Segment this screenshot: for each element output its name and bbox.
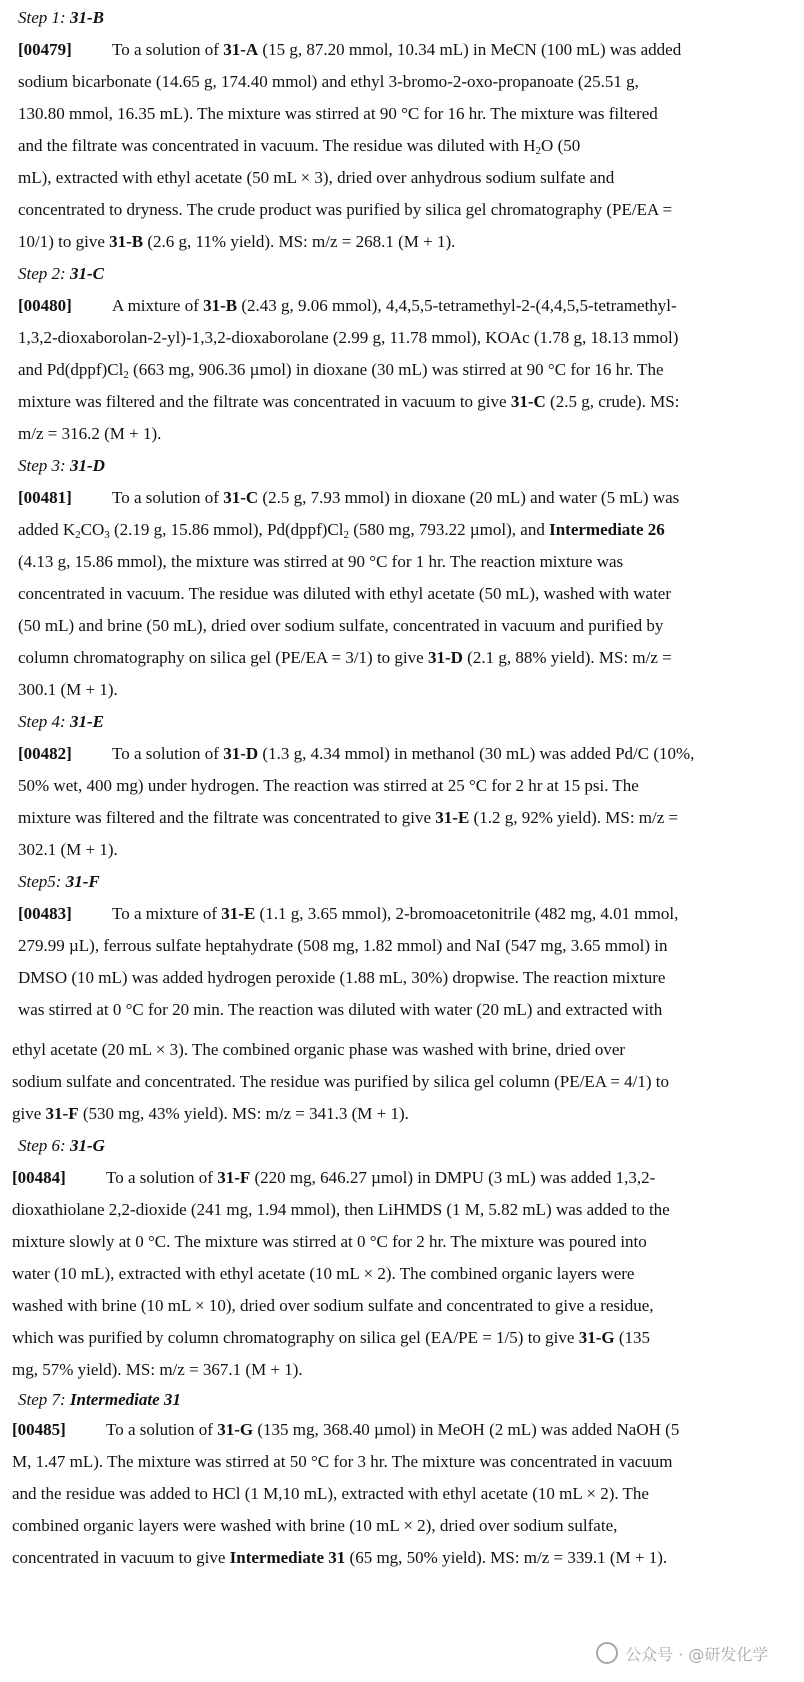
- text-run: give: [12, 1104, 46, 1123]
- paragraph-line: [18, 200, 672, 220]
- compound-label: 31-F: [217, 1168, 251, 1187]
- paragraph-line: [12, 1296, 654, 1316]
- paragraph-line: [18, 616, 663, 636]
- text-run: concentrated in vacuum to give: [12, 1548, 230, 1567]
- text-run: (580 mg, 793.22 µmol), and: [349, 520, 550, 539]
- text-run: (4.13 g, 15.86 mmol), the mixture was stirred at 90 °C for 1 hr. The reaction mixture was: [18, 552, 624, 571]
- compound-label: Intermediate 26: [549, 520, 665, 539]
- wechat-icon: [596, 1642, 618, 1664]
- watermark: [596, 1642, 768, 1665]
- paragraph-line: [12, 1328, 650, 1348]
- compound-label: 31-B: [203, 296, 238, 315]
- text-run: which was purified by column chromatography on silica gel (EA/PE = 1/5) to give: [12, 1328, 579, 1347]
- paragraph-line: [18, 232, 455, 252]
- text-run: To a solution of: [106, 1168, 218, 1187]
- text-run: To a solution of: [112, 488, 224, 507]
- paragraph-line: [18, 680, 118, 700]
- paragraph-line: [12, 1484, 649, 1504]
- paragraph-line: [18, 1000, 662, 1020]
- text-run: 1,3,2-dioxaborolan-2-yl)-1,3,2-dioxaborolane (2.99 g, 11.78 mmol), KOAc (1.78 g, 18.13 mmol): [18, 328, 679, 347]
- compound-label: 31-C: [223, 488, 259, 507]
- compound-label: 31-F: [45, 1104, 79, 1123]
- text-run: column chromatography on silica gel (PE/EA = 3/1) to give: [18, 648, 428, 667]
- text-run: washed with brine (10 mL × 10), dried over sodium sulfate and concentrated to give a residue,: [12, 1296, 654, 1315]
- paragraph-line: [18, 488, 679, 508]
- text-run: ethyl acetate (20 mL × 3). The combined organic phase was washed with brine, dried over: [12, 1040, 626, 1059]
- text-run: (530 mg, 43% yield). MS: m/z = 341.3 (M + 1).: [78, 1104, 409, 1123]
- step-heading: Step 4: 31-E: [18, 712, 104, 731]
- paragraph-number: [00479]: [18, 40, 72, 59]
- paragraph-line: [12, 1040, 625, 1060]
- paragraph-line: [18, 520, 665, 540]
- paragraph-line: [12, 1072, 669, 1092]
- paragraph-number: [00483]: [18, 904, 72, 923]
- text-run: was stirred at 0 °C for 20 min. The reaction was diluted with water (20 mL) and extracted with: [18, 1000, 663, 1019]
- text-run: (135: [614, 1328, 650, 1347]
- compound-label: 31-D: [427, 648, 463, 667]
- text-run: sodium sulfate and concentrated. The residue was purified by silica gel column (PE/EA = 4/1) to: [12, 1072, 669, 1091]
- paragraph-number: [00480]: [18, 296, 72, 315]
- paragraph-line: [18, 328, 678, 348]
- text-run: (1.3 g, 4.34 mmol) in methanol (30 mL) was added Pd/C (10%,: [258, 744, 695, 763]
- text-run: To a mixture of: [112, 904, 222, 923]
- paragraph-line: [18, 296, 677, 316]
- compound-label: 31-G: [578, 1328, 615, 1347]
- text-run: DMSO (10 mL) was added hydrogen peroxide (1.88 mL, 30%) dropwise. The reaction mixture: [18, 968, 666, 987]
- text-run: and the residue was added to HCl (1 M,10 mL), extracted with ethyl acetate (10 mL × 2). The: [12, 1484, 649, 1503]
- text-run: (135 mg, 368.40 µmol) in MeOH (2 mL) was added NaOH (5: [253, 1420, 680, 1439]
- paragraph-line: [12, 1168, 655, 1188]
- text-run: 50% wet, 400 mg) under hydrogen. The reaction was stirred at 25 °C for 2 hr at 15 psi. The: [18, 776, 639, 795]
- paragraph-line: [12, 1548, 667, 1568]
- text-run: 130.80 mmol, 16.35 mL). The mixture was stirred at 90 °C for 16 hr. The mixture was filtered: [18, 104, 658, 123]
- text-run: (1.1 g, 3.65 mmol), 2-bromoacetonitrile (482 mg, 4.01 mmol,: [255, 904, 679, 923]
- text-run: mixture was filtered and the filtrate was concentrated to give: [18, 808, 436, 827]
- paragraph-line: [12, 1420, 679, 1440]
- text-run: 279.99 µL), ferrous sulfate heptahydrate (508 mg, 1.82 mmol) and NaI (547 mg, 3.65 mmol) in: [18, 936, 668, 955]
- text-run: (2.1 g, 88% yield). MS: m/z =: [462, 648, 672, 667]
- text-run: 302.1 (M + 1).: [18, 840, 118, 859]
- text-run: (2.43 g, 9.06 mmol), 4,4,5,5-tetramethyl-2-(4,4,5,5-tetramethyl-: [237, 296, 677, 315]
- watermark-text: 公众号 · @研发化学: [625, 1645, 769, 1664]
- paragraph-line: [18, 648, 672, 668]
- paragraph-line: [18, 40, 681, 60]
- paragraph-line: [18, 744, 694, 764]
- paragraph-number: [00485]: [12, 1420, 66, 1439]
- text-run: (50 mL) and brine (50 mL), dried over sodium sulfate, concentrated in vacuum and purified by: [18, 616, 664, 635]
- text-run: A mixture of: [112, 296, 204, 315]
- text-run: To a solution of: [106, 1420, 218, 1439]
- paragraph-line: [12, 1360, 303, 1380]
- text-run: 3: [104, 529, 110, 541]
- paragraph-line: [18, 808, 678, 828]
- text-run: added K: [18, 520, 76, 539]
- step-heading: Step 1: 31-B: [18, 8, 104, 27]
- step-heading: Step 6: 31-G: [18, 1136, 105, 1155]
- text-run: 300.1 (M + 1).: [18, 680, 118, 699]
- text-run: To a solution of: [112, 40, 224, 59]
- text-run: and the filtrate was concentrated in vacuum. The residue was diluted with H: [18, 136, 536, 155]
- text-run: (220 mg, 646.27 µmol) in DMPU (3 mL) was added 1,3,2-: [250, 1168, 656, 1187]
- step-heading: Step5: 31-F: [18, 872, 100, 891]
- text-run: 2: [123, 369, 129, 381]
- paragraph-number: [00481]: [18, 488, 72, 507]
- paragraph-line: [18, 904, 678, 924]
- paragraph-line: [12, 1452, 673, 1472]
- text-run: To a solution of: [112, 744, 224, 763]
- text-run: M, 1.47 mL). The mixture was stirred at 50 °C for 3 hr. The mixture was concentrated in vacuum: [12, 1452, 673, 1471]
- paragraph-line: [18, 168, 614, 188]
- paragraph-line: [18, 392, 679, 412]
- paragraph-line: [18, 72, 639, 92]
- text-run: concentrated in vacuum. The residue was diluted with ethyl acetate (50 mL), washed with water: [18, 584, 672, 603]
- compound-label: 31-B: [109, 232, 144, 251]
- paragraph-line: [18, 968, 665, 988]
- compound-label: Intermediate 31: [229, 1548, 346, 1567]
- step-heading: Step 7: Intermediate 31: [18, 1390, 181, 1409]
- text-run: (65 mg, 50% yield). MS: m/z = 339.1 (M + 1).: [345, 1548, 668, 1567]
- text-run: mL), extracted with ethyl acetate (50 mL × 3), dried over anhydrous sodium sulfate and: [18, 168, 615, 187]
- text-run: (15 g, 87.20 mmol, 10.34 mL) in MeCN (100 mL) was added: [258, 40, 682, 59]
- paragraph-line: [18, 136, 580, 156]
- paragraph-line: [18, 552, 623, 572]
- text-run: 2: [343, 529, 349, 541]
- paragraph-line: [18, 424, 161, 444]
- text-run: (2.6 g, 11% yield). MS: m/z = 268.1 (M + 1).: [143, 232, 456, 251]
- text-run: concentrated to dryness. The crude product was purified by silica gel chromatography (PE/EA =: [18, 200, 673, 219]
- paragraph-line: [18, 584, 671, 604]
- text-run: (663 mg, 906.36 µmol) in dioxane (30 mL) was stirred at 90 °C for 16 hr. The: [128, 360, 664, 379]
- paragraph-line: [18, 360, 664, 380]
- paragraph-line: [12, 1200, 670, 1220]
- paragraph-number: [00484]: [12, 1168, 66, 1187]
- text-run: CO: [80, 520, 105, 539]
- text-run: 10/1) to give: [18, 232, 110, 251]
- paragraph-line: [18, 776, 639, 796]
- paragraph-line: [18, 840, 118, 860]
- text-run: (2.19 g, 15.86 mmol), Pd(dppf)Cl: [109, 520, 344, 539]
- paragraph-line: [12, 1264, 634, 1284]
- compound-label: 31-E: [435, 808, 470, 827]
- compound-label: 31-C: [510, 392, 546, 411]
- text-run: and Pd(dppf)Cl: [18, 360, 124, 379]
- text-run: sodium bicarbonate (14.65 g, 174.40 mmol) and ethyl 3-bromo-2-oxo-propanoate (25.51 g,: [18, 72, 639, 91]
- text-run: m/z = 316.2 (M + 1).: [18, 424, 162, 443]
- text-run: (2.5 g, 7.93 mmol) in dioxane (20 mL) and water (5 mL) was: [258, 488, 680, 507]
- text-run: combined organic layers were washed with brine (10 mL × 2), dried over sodium sulfate,: [12, 1516, 618, 1535]
- compound-label: 31-A: [223, 40, 259, 59]
- compound-label: 31-D: [223, 744, 259, 763]
- paragraph-line: [18, 104, 658, 124]
- text-run: (1.2 g, 92% yield). MS: m/z =: [469, 808, 679, 827]
- text-run: mg, 57% yield). MS: m/z = 367.1 (M + 1).: [12, 1360, 303, 1379]
- paragraph-line: [12, 1516, 617, 1536]
- compound-label: 31-E: [221, 904, 256, 923]
- text-run: water (10 mL), extracted with ethyl acetate (10 mL × 2). The combined organic layers were: [12, 1264, 635, 1283]
- text-run: mixture slowly at 0 °C. The mixture was stirred at 0 °C for 2 hr. The mixture was poured into: [12, 1232, 647, 1251]
- step-heading: Step 2: 31-C: [18, 264, 104, 283]
- text-run: 2: [535, 145, 542, 157]
- text-run: 2: [75, 529, 81, 541]
- text-run: mixture was filtered and the filtrate was concentrated in vacuum to give: [18, 392, 511, 411]
- text-run: O (50: [541, 136, 581, 155]
- paragraph-number: [00482]: [18, 744, 72, 763]
- paragraph-line: [12, 1104, 409, 1124]
- step-heading: Step 3: 31-D: [18, 456, 105, 475]
- text-run: dioxathiolane 2,2-dioxide (241 mg, 1.94 mmol), then LiHMDS (1 M, 5.82 mL) was added to the: [12, 1200, 670, 1219]
- paragraph-line: [12, 1232, 647, 1252]
- paragraph-line: [18, 936, 668, 956]
- compound-label: 31-G: [217, 1420, 254, 1439]
- text-run: (2.5 g, crude). MS:: [545, 392, 680, 411]
